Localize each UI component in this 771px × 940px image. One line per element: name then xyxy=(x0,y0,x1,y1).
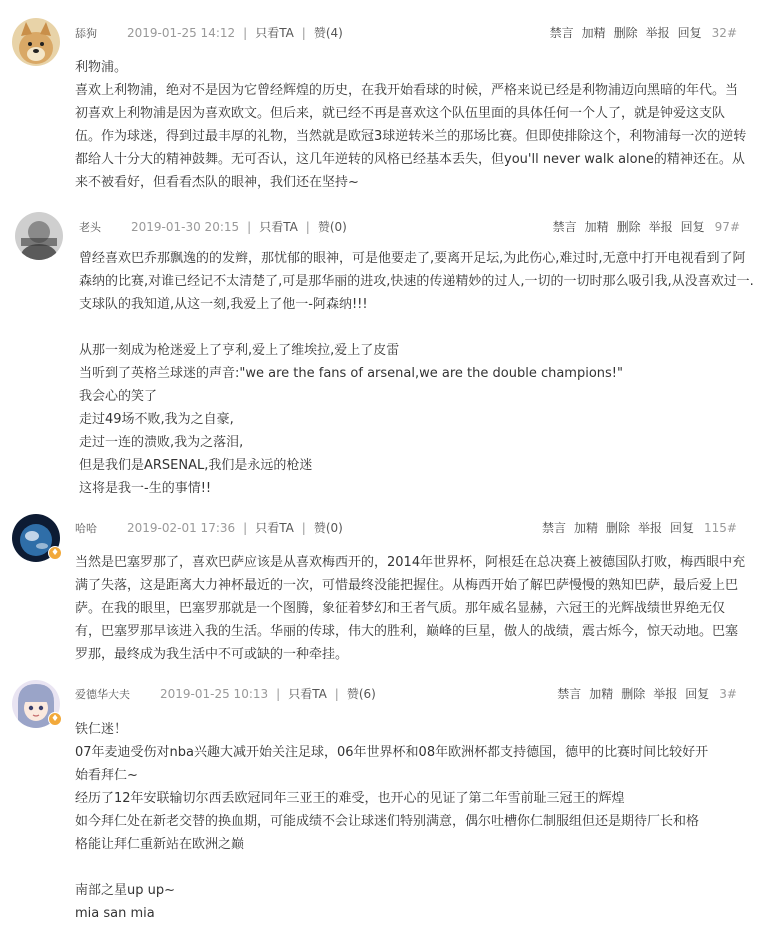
separator: | xyxy=(334,687,339,701)
feature-button[interactable]: 加精 xyxy=(584,220,609,234)
comment-line: 都给人十分大的精神鼓舞。无可否认，这几年逆转的风格已经基本丢失，但you'll never walk alone的精神还在。从 xyxy=(75,152,745,167)
report-button[interactable]: 举报 xyxy=(645,26,670,40)
username-link[interactable]: 舔狗 xyxy=(75,27,97,40)
comment-line xyxy=(75,856,745,879)
delete-button[interactable]: 删除 xyxy=(621,687,646,701)
avatar[interactable] xyxy=(12,18,60,66)
post-meta xyxy=(79,217,347,237)
post-time: 2019-01-25 14:12 xyxy=(127,26,236,40)
comment-line: 走过49场不败,我为之自豪, xyxy=(79,412,234,427)
only-ta-link[interactable]: 只看TA xyxy=(259,220,298,234)
separator: | xyxy=(243,26,248,40)
comment-line: 来不被看好，但看看杰队的眼神，我们还在坚持~ xyxy=(75,175,359,190)
comment-line: 萨。在我的眼里，巴塞罗那就是一个图腾，象征着梦幻和王者气质。那年威名显赫，六冠王的光辉战绩世界绝无仅 xyxy=(75,601,726,616)
username-link[interactable]: 哈哈 xyxy=(75,522,97,535)
separator: | xyxy=(301,26,306,40)
report-button[interactable]: 举报 xyxy=(638,521,663,535)
post-actions xyxy=(534,518,737,538)
comment-line: 伍。作为球迷，得到过最丰厚的礼物，当然就是欧冠3球逆转米兰的那场比赛。但即使排除这个，利物浦每一次的逆转 xyxy=(75,129,747,144)
reply-button[interactable]: 回复 xyxy=(670,521,695,535)
vip-badge-icon: ♦ xyxy=(48,712,62,726)
post-actions xyxy=(545,217,740,237)
mute-button[interactable]: 禁言 xyxy=(552,220,577,234)
only-ta-link[interactable]: 只看TA xyxy=(255,521,294,535)
comment-line: 格能让拜仁重新站在欧洲之巅 xyxy=(75,837,245,852)
separator: | xyxy=(301,521,306,535)
post-meta xyxy=(75,23,343,43)
comment-line: 走过一连的溃败,我为之落泪, xyxy=(79,435,244,450)
comment-line: 满了失落，这是距离大力神杯最近的一次，可惜最终没能把握住。从梅西开始了解巴萨慢慢的熟知巴萨，最后爱上巴 xyxy=(75,578,739,593)
comment-line: 有，巴塞罗那早该进入我的生活。华丽的传球，伟大的胜利，巅峰的巨星，傲人的战绩，震古烁今，惊天动地。巴塞 xyxy=(75,624,739,639)
vip-badge-icon: ♦ xyxy=(48,546,62,560)
only-ta-link[interactable]: 只看TA xyxy=(255,26,294,40)
comment-line: 我会心的笑了 xyxy=(79,389,158,404)
comment-body xyxy=(75,718,745,925)
delete-button[interactable]: 删除 xyxy=(605,521,630,535)
comment-line: 如今拜仁处在新老交替的换血期，可能成绩不会让球迷们特别满意，偶尔吐槽你仁制服组但还是期待厂长和格 xyxy=(75,814,700,829)
like-button[interactable]: 赞(0) xyxy=(317,220,347,234)
separator: | xyxy=(305,220,310,234)
separator: | xyxy=(247,220,252,234)
comment-line: 始看拜仁~ xyxy=(75,768,138,783)
comment-line: 铁仁迷！ xyxy=(75,722,128,737)
comment-line: 当然是巴塞罗那了，喜欢巴萨应该是从喜欢梅西开的，2014年世界杯，阿根廷在总决赛上被德国队打败，梅西眼中充 xyxy=(75,555,746,570)
comment-line: 当听到了英格兰球迷的声音:"we are the fans of arsenal,we are the double champions!" xyxy=(79,366,623,381)
comment-line: 支球队的我知道,从这一刻,我爱上了他一-阿森纳!!! xyxy=(79,297,368,312)
comment-line: 07年麦迪受伤对nba兴趣大减开始关注足球，06年世界杯和08年欧洲杯都支持德国，德甲的比赛时间比较好开 xyxy=(75,745,709,760)
floor-number: 32# xyxy=(711,26,737,40)
post-meta xyxy=(75,518,343,538)
reply-button[interactable]: 回复 xyxy=(677,26,702,40)
comment-line xyxy=(79,316,759,339)
post-time: 2019-01-30 20:15 xyxy=(131,220,240,234)
post-actions xyxy=(542,23,737,43)
reply-button[interactable]: 回复 xyxy=(680,220,705,234)
post-time: 2019-01-25 10:13 xyxy=(160,687,269,701)
comment-body xyxy=(79,247,759,500)
post-actions xyxy=(549,684,737,704)
only-ta-link[interactable]: 只看TA xyxy=(288,687,327,701)
comment-line: 喜欢上利物浦，绝对不是因为它曾经辉煌的历史，在我开始看球的时候，严格来说已经是利物浦迈向黑暗的年代。当 xyxy=(75,83,739,98)
username-link[interactable]: 老头 xyxy=(79,221,101,234)
comment-line: 南部之星up up~ xyxy=(75,883,176,898)
comment-body xyxy=(75,551,745,666)
comment-body xyxy=(75,56,745,194)
comment-line: 曾经喜欢巴乔那飘逸的的发辫，那忧郁的眼神，可是他要走了,要离开足坛,为此伤心,难过时,无意中打开电视看到了阿 xyxy=(79,251,746,266)
comment-line: 这将是我一-生的事情!! xyxy=(79,481,212,496)
username-link[interactable]: 爱德华大夫 xyxy=(75,688,130,701)
report-button[interactable]: 举报 xyxy=(648,220,673,234)
post-meta xyxy=(75,684,376,704)
separator: | xyxy=(243,521,248,535)
feature-button[interactable]: 加精 xyxy=(581,26,606,40)
like-button[interactable]: 赞(6) xyxy=(346,687,376,701)
floor-number: 115# xyxy=(704,521,737,535)
like-button[interactable]: 赞(0) xyxy=(313,521,343,535)
comment-line: mia san mia xyxy=(75,906,155,921)
delete-button[interactable]: 删除 xyxy=(613,26,638,40)
feature-button[interactable]: 加精 xyxy=(589,687,614,701)
delete-button[interactable]: 删除 xyxy=(616,220,641,234)
comment-line: 初喜欢上利物浦是因为喜欢欧文。但后来，就已经不再是喜欢这个队伍里面的具体任何一个人了，就是钟爱这支队 xyxy=(75,106,726,121)
report-button[interactable]: 举报 xyxy=(653,687,678,701)
like-button[interactable]: 赞(4) xyxy=(313,26,343,40)
reply-button[interactable]: 回复 xyxy=(685,687,710,701)
comment-line: 利物浦。 xyxy=(75,60,128,75)
avatar[interactable] xyxy=(15,212,63,260)
mute-button[interactable]: 禁言 xyxy=(557,687,582,701)
comment-line: 罗那，最终成为我生活中不可或缺的一种牵挂。 xyxy=(75,647,349,662)
comment-line: 经历了12年安联输切尔西丢欧冠同年三亚王的难受，也开心的见证了第二年雪前耻三冠王的辉煌 xyxy=(75,791,625,806)
comment-line: 森纳的比赛,对谁已经记不太清楚了,可是那华丽的进攻,快速的传递精妙的过人,一切的一切时那么吸引我,从没喜欢过一. xyxy=(79,274,754,289)
separator: | xyxy=(276,687,281,701)
comment-line: 但是我们是ARSENAL,我们是永远的枪迷 xyxy=(79,458,313,473)
mute-button[interactable]: 禁言 xyxy=(541,521,566,535)
floor-number: 3# xyxy=(719,687,737,701)
floor-number: 97# xyxy=(714,220,740,234)
feature-button[interactable]: 加精 xyxy=(573,521,598,535)
comment-line: 从那一刻成为枪迷爱上了亨利,爱上了维埃拉,爱上了皮雷 xyxy=(79,343,400,358)
post-time: 2019-02-01 17:36 xyxy=(127,521,236,535)
mute-button[interactable]: 禁言 xyxy=(549,26,574,40)
